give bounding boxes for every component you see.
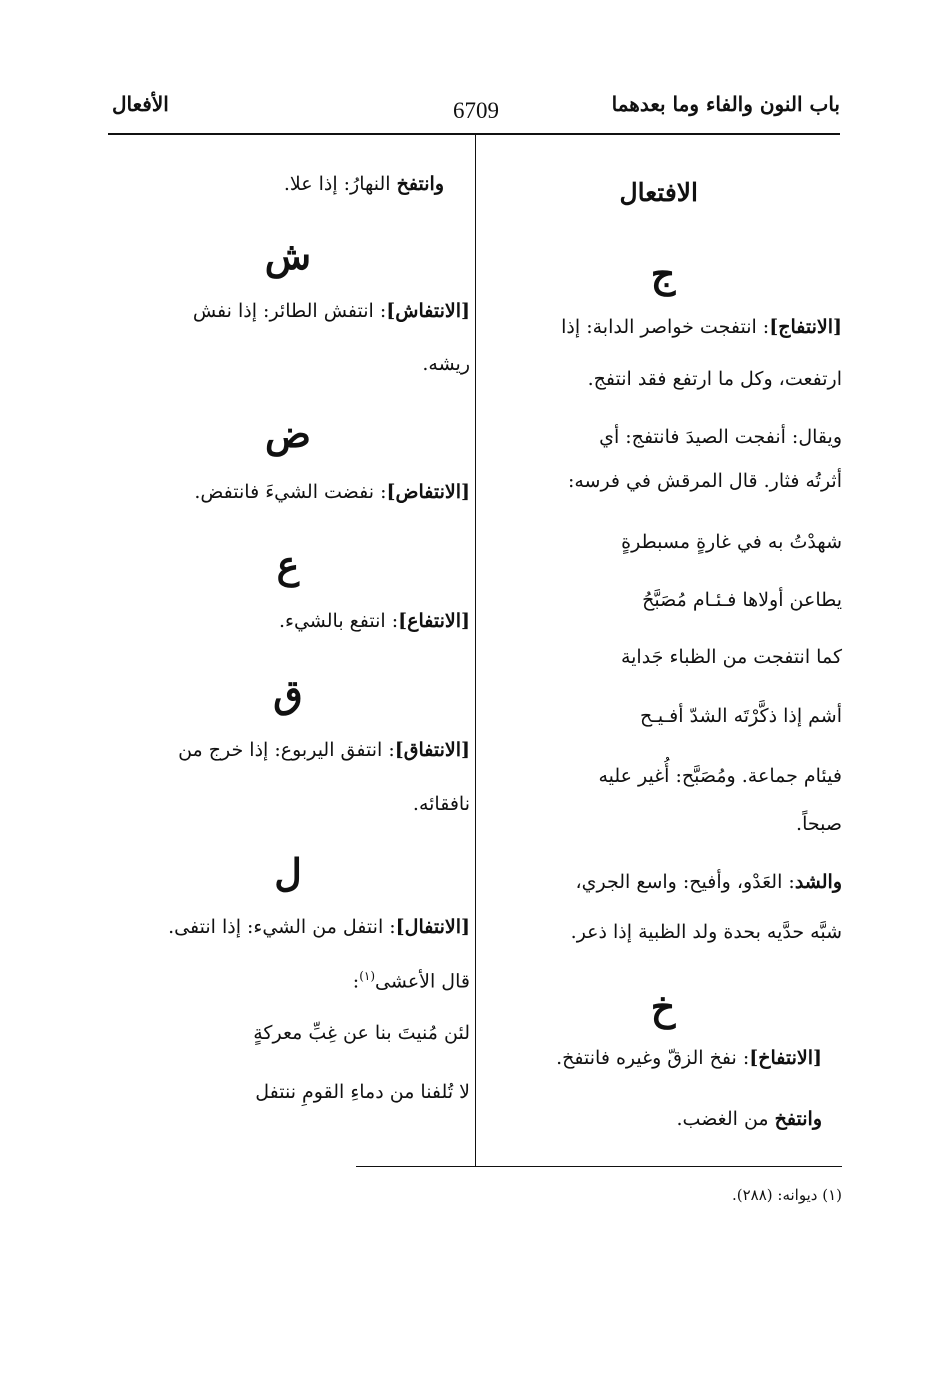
- entry-text: : انتفق اليربوع: إذا خرج من: [178, 739, 395, 761]
- entry-term: [الانتفاق]: [394, 739, 470, 761]
- entry-text: : نفخ الزقّ وغيره فانتفخ.: [556, 1047, 750, 1069]
- footnote-marker: (١): [359, 969, 376, 983]
- entry-intafakha-ghadab: [677, 1105, 823, 1133]
- entry-text: : نفضت الشيءَ فانتفض.: [194, 481, 387, 503]
- entry-term: وانتفخ: [396, 173, 444, 195]
- entry-text: : انتفجت خواصر الدابة: إذا: [561, 316, 770, 338]
- entry-intifal: [168, 913, 470, 941]
- letter-heading-ayn: ع: [276, 542, 300, 587]
- verse-line: كما انتفجت من الظباء جَداية: [620, 646, 842, 668]
- running-header-chapter: باب النون والفاء وما بعدهما: [611, 92, 840, 116]
- entry-intifaq: [178, 736, 470, 764]
- entry-text: النهارُ: إذا علا.: [283, 173, 391, 195]
- verse-line: أشم إذا ذكَّرْتَه الشدّ أفـيـح: [640, 705, 842, 727]
- letter-heading-dad: ض: [265, 411, 311, 456]
- entry-term: [الانتفاش]: [386, 300, 470, 322]
- page-number: 6709: [453, 98, 499, 123]
- entry-line: نافقائه.: [412, 793, 470, 815]
- quote-colon: :: [352, 970, 360, 993]
- entry-intifash: [193, 297, 470, 325]
- entry-line: أثرتُه فثار. قال المرقش في فرسه:: [567, 470, 842, 492]
- entry-text: من الغضب.: [676, 1108, 769, 1130]
- entry-term: والشد: [794, 871, 842, 893]
- entry-text: : العَدْو، وأفيح: واسع الجري،: [575, 871, 795, 893]
- chapter-title: الافتعال: [619, 178, 698, 207]
- entry-intifaj: [561, 313, 842, 341]
- verse-line: لئن مُنيتَ بنا عن غِبِّ معركةٍ: [253, 1022, 470, 1044]
- entry-line: ارتفعت، وكل ما ارتفع فقد انتفج.: [587, 368, 842, 390]
- header-rule: [108, 133, 840, 135]
- entry-term: [الانتفاض]: [386, 481, 470, 503]
- quote-intro: [353, 962, 470, 995]
- entry-text: : انتفع بالشيء.: [279, 610, 399, 632]
- entry-intifad: [194, 478, 470, 506]
- footnote: (١) ديوانه: (٢٨٨).: [731, 1186, 842, 1204]
- entry-term: [الانتفاخ]: [749, 1047, 822, 1069]
- letter-heading-jim: ج: [650, 251, 676, 296]
- entry-line: صبحاً.: [796, 813, 842, 835]
- entry-intifa: [279, 607, 470, 635]
- running-header-section: الأفعال: [112, 92, 169, 116]
- letter-heading-kha: خ: [650, 984, 676, 1029]
- entry-term: [الانتفاج]: [769, 316, 842, 338]
- entry-term: وانتفخ: [774, 1108, 822, 1130]
- entry-line: شبَّه حدَّيه بحدة ولد الظبية إذا ذعر.: [570, 921, 842, 943]
- entry-shad: [576, 868, 843, 896]
- entry-text: : انتفش الطائر: إذا نفش: [192, 300, 387, 322]
- entry-intafakha-nahar: [284, 170, 444, 198]
- verse-line: شهدْتُ به في غارةٍ مسبطرةٍ: [621, 531, 842, 553]
- footnote-rule: [356, 1166, 842, 1167]
- entry-line: ويقال: أنفجت الصيدَ فانتفج: أي: [599, 426, 842, 448]
- entry-intifakh: [556, 1044, 822, 1072]
- letter-heading-lam: ل: [274, 850, 302, 895]
- letter-heading-shin: ش: [264, 233, 312, 278]
- entry-line: ريشه.: [422, 353, 470, 375]
- verse-line: لا تُلفنا من دماءِ القومِ ننتفل: [255, 1081, 470, 1103]
- entry-term: [الانتفال]: [395, 916, 470, 938]
- quote-intro-text: قال الأعشى: [375, 970, 470, 993]
- entry-line: فيئام جماعة. ومُصَبَّح: أُغير عليه: [598, 765, 842, 787]
- entry-term: [الانتفاع]: [398, 610, 470, 632]
- entry-text: : انتفل من الشيء: إذا انتفى.: [168, 916, 396, 938]
- column-divider: [475, 135, 476, 1167]
- verse-line: يطاعن أولاها فـئـام مُصَبَّحُ: [642, 589, 842, 611]
- letter-heading-qaf: ق: [273, 671, 303, 716]
